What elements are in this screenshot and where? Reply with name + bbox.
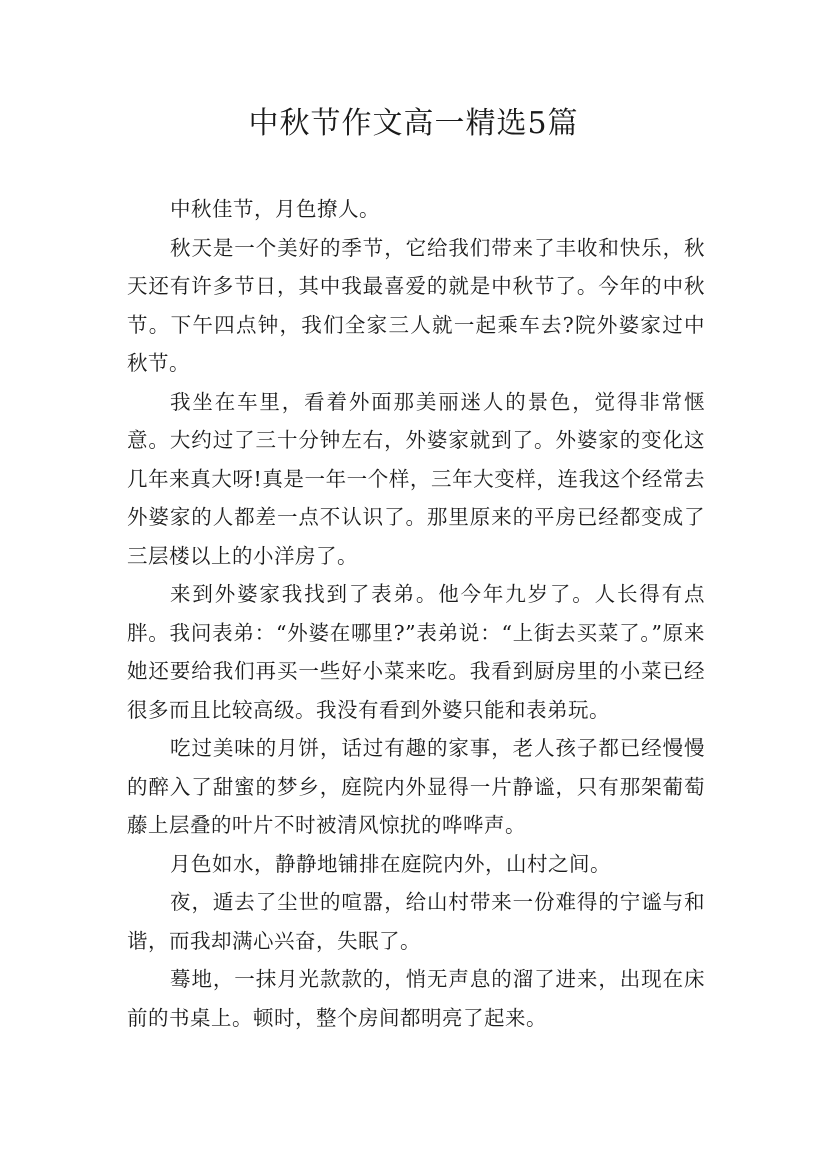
paragraph-1: 中秋佳节，月色撩人。: [170, 197, 381, 221]
paragraph-3: 我坐在车里，看着外面那美丽迷人的景色，觉得非常惬意。大约过了三十分钟左右，外婆家就到了。外婆家的变化这几年来真大呀!真是一年一个样，三年大变样，连我这个经常去外婆家的人都差一点不认识了。那里原来的平房已经都变成了三层楼以上的小洋房了。: [127, 389, 705, 568]
paragraph-5: 吃过美味的月饼，话过有趣的家事，老人孩子都已经慢慢的醉入了甜蜜的梦乡，庭院内外显得一片静谧，只有那架葡萄藤上层叠的叶片不时被清风惊扰的哗哗声。: [127, 736, 705, 837]
paragraph-6: 月色如水，静静地铺排在庭院内外，山村之间。: [170, 851, 612, 876]
document-body: [127, 190, 705, 1037]
paragraph-4: 来到外婆家我找到了表弟。他今年九岁了。人长得有点胖。我问表弟：“外婆在哪里?”表弟说：“上街去买菜了。”原来她还要给我们再买一些好小菜来吃。我看到厨房里的小菜已经很多而且比较高级。我没有看到外婆只能和表弟玩。: [127, 582, 705, 722]
paragraph-8: 蓦地，一抹月光款款的，悄无声息的溜了进来，出现在床前的书桌上。顿时，整个房间都明亮了起来。: [127, 967, 705, 1030]
paragraph-7: 夜，遁去了尘世的喧嚣，给山村带来一份难得的宁谧与和谐，而我却满心兴奋，失眠了。: [127, 890, 705, 953]
document-title: 中秋节作文高一精选5篇: [248, 106, 579, 141]
paragraph-2: 秋天是一个美好的季节，它给我们带来了丰收和快乐，秋天还有许多节日，其中我最喜爱的就是中秋节了。今年的中秋节。下午四点钟，我们全家三人就一起乘车去?院外婆家过中秋节。: [127, 235, 705, 375]
